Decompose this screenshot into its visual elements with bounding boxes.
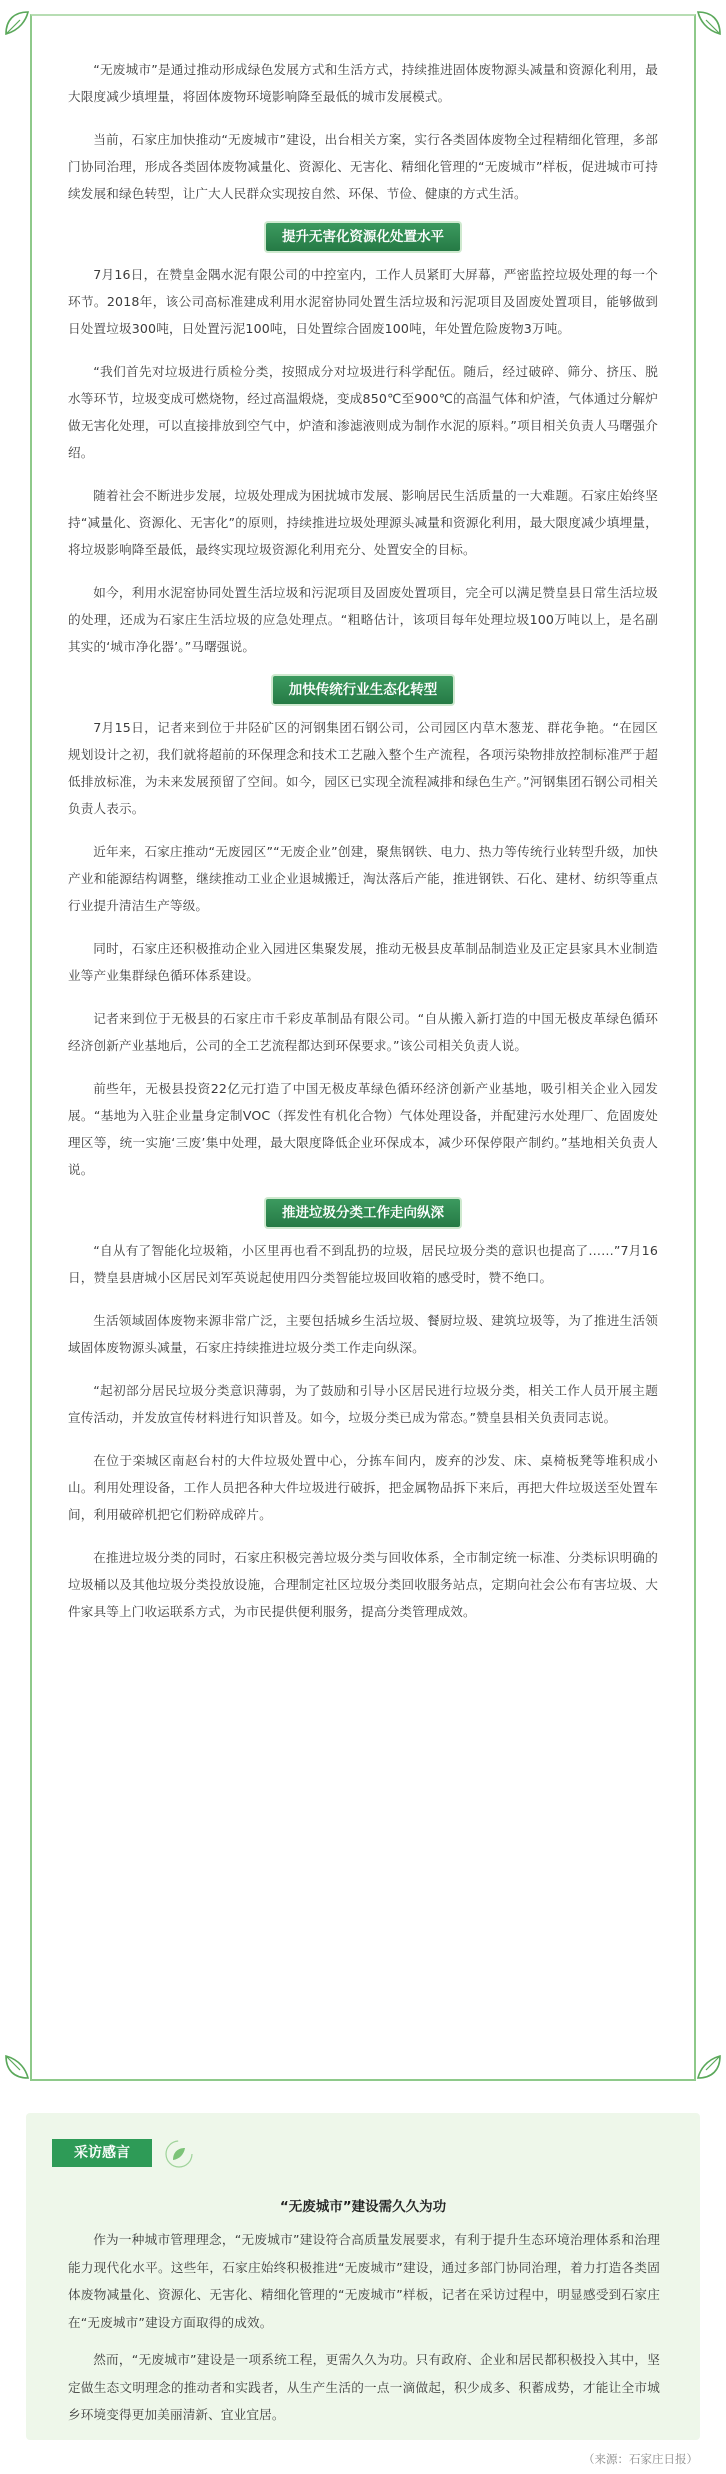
section-heading-wrap	[68, 676, 658, 704]
paragraph: 如今，利用水泥窑协同处置生活垃圾和污泥项目及固废处置项目，完全可以满足赞皇县日常生活垃圾的处理，还成为石家庄生活垃圾的应急处理点。“粗略估计，该项目每年处理垃圾100万吨以上，是名副其实的‘城市净化器’。”马曙强说。	[68, 585, 658, 654]
section-heading-wrap	[68, 1199, 658, 1227]
paragraph: “我们首先对垃圾进行质检分类，按照成分对垃圾进行科学配伍。随后，经过破碎、筛分、挤压、脱水等环节，垃圾变成可燃烧物，经过高温煅烧，变成850℃至900℃的高温气体和炉渣，气体通过分解炉做无害化处理，可以直接排放到空气中，炉渣和渗滤液则成为制作水泥的原料。”项目相关负责人马曙强介绍。	[68, 364, 658, 460]
paragraph: 前些年，无极县投资22亿元打造了中国无极皮革绿色循环经济创新产业基地，吸引相关企业入园发展。“基地为入驻企业量身定制VOC（挥发性有机化合物）气体处理设备，并配建污水处理厂、危固废处理区等，统一实施‘三废’集中处理，最大限度降低企业环保成本，减少环保停限产制约。”基地相关负责人说。	[68, 1081, 658, 1177]
paragraph: 在位于栾城区南赵台村的大件垃圾处置中心，分拣车间内，废弃的沙发、床、桌椅板凳等堆积成小山。利用处理设备，工作人员把各种大件垃圾进行破拆，把金属物品拆下来后，再把大件垃圾送至处置车间，利用破碎机把它们粉碎成碎片。	[68, 1453, 658, 1522]
paragraph: 7月15日，记者来到位于井陉矿区的河钢集团石钢公司，公司园区内草木葱茏、群花争艳。“在园区规划设计之初，我们就将超前的环保理念和技术工艺融入整个生产流程，各项污染物排放控制标准严于超低排放标准，为未来发展预留了空间。如今，园区已实现全流程减排和绿色生产。”河钢集团石钢公司相关负责人表示。	[68, 720, 658, 816]
section-heading: 推进垃圾分类工作走向纵深	[266, 1199, 460, 1227]
paragraph: 同时，石家庄还积极推动企业入园进区集聚发展，推动无极县皮革制品制造业及正定县家具木业制造业等产业集群绿色循环体系建设。	[68, 941, 658, 983]
leaf-icon	[164, 2139, 194, 2169]
interview-review-box	[26, 2113, 700, 2440]
leaf-corner-icon	[2, 8, 32, 38]
section-heading: 提升无害化资源化处置水平	[266, 223, 460, 251]
section-heading: 加快传统行业生态化转型	[273, 676, 454, 704]
paragraph: 随着社会不断进步发展，垃圾处理成为困扰城市发展、影响居民生活质量的一大难题。石家庄始终坚持“减量化、资源化、无害化”的原则，持续推进垃圾处理源头减量和资源化利用，最大限度减少填埋量，将垃圾影响降至最低，最终实现垃圾资源化利用充分、处置安全的目标。	[68, 488, 658, 557]
paragraph: 记者来到位于无极县的石家庄市千彩皮革制品有限公司。“自从搬入新打造的中国无极皮革绿色循环经济创新产业基地后，公司的全工艺流程都达到环保要求。”该公司相关负责人说。	[68, 1011, 658, 1053]
paragraph: 在推进垃圾分类的同时，石家庄积极完善垃圾分类与回收体系，全市制定统一标准、分类标识明确的垃圾桶以及其他垃圾分类投放设施，合理制定社区垃圾分类回收服务站点，定期向社会公布有害垃圾、大件家具等上门收运联系方式，为市民提供便利服务，提高分类管理成效。	[68, 1550, 658, 1619]
section-heading-wrap	[68, 223, 658, 251]
review-paragraph: 然而，“无废城市”建设是一项系统工程，更需久久为功。只有政府、企业和居民都积极投入其中，坚定做生态文明理念的推动者和实践者，从生产生活的一点一滴做起，积少成多、积蓄成势，才能让全市城乡环境变得更加美丽清新、宜业宜居。	[68, 2352, 660, 2422]
source-credit: （来源：石家庄日报）	[583, 2452, 698, 2466]
leaf-corner-icon	[694, 2052, 724, 2082]
intro-paragraph: 当前，石家庄加快推动“无废城市”建设，出台相关方案，实行各类固体废物全过程精细化管理，多部门协同治理，形成各类固体废物减量化、资源化、无害化、精细化管理的“无废城市”样板，促进城市可持续发展和绿色转型，让广大人民群众实现按自然、环保、节俭、健康的方式生活。	[68, 132, 658, 201]
paragraph: 7月16日，在赞皇金隅水泥有限公司的中控室内，工作人员紧盯大屏幕，严密监控垃圾处理的每一个环节。2018年，该公司高标准建成利用水泥窑协同处置生活垃圾和污泥项目及固废处置项目，能够做到日处置垃圾300吨，日处置污泥100吨，日处置综合固废100吨，年处置危险废物3万吨。	[68, 267, 658, 336]
review-title: “无废城市”建设需久久为功	[279, 2199, 447, 2215]
paragraph: 生活领域固体废物来源非常广泛，主要包括城乡生活垃圾、餐厨垃圾、建筑垃圾等，为了推进生活领域固体废物源头减量，石家庄持续推进垃圾分类工作走向纵深。	[68, 1313, 658, 1355]
paragraph: “起初部分居民垃圾分类意识薄弱，为了鼓励和引导小区居民进行垃圾分类，相关工作人员开展主题宣传活动，并发放宣传材料进行知识普及。如今，垃圾分类已成为常态。”赞皇县相关负责同志说。	[68, 1383, 658, 1425]
review-paragraph: 作为一种城市管理理念，“无废城市”建设符合高质量发展要求，有利于提升生态环境治理体系和治理能力现代化水平。这些年，石家庄始终积极推进“无废城市”建设，通过多部门协同治理，着力打造各类固体废物减量化、资源化、无害化、精细化管理的“无废城市”样板，记者在采访过程中，明显感受到石家庄在“无废城市”建设方面取得的成效。	[68, 2232, 660, 2330]
intro-paragraph: “无废城市”是通过推动形成绿色发展方式和生活方式，持续推进固体废物源头减量和资源化利用，最大限度减少填埋量，将固体废物环境影响降至最低的城市发展模式。	[68, 62, 658, 104]
article-body	[68, 56, 658, 1641]
review-badge: 采访感言	[52, 2139, 152, 2167]
review-body	[68, 2226, 660, 2439]
leaf-corner-icon	[2, 2052, 32, 2082]
paragraph: 近年来，石家庄推动“无废园区”“无废企业”创建，聚焦钢铁、电力、热力等传统行业转型升级，加快产业和能源结构调整，继续推动工业企业退城搬迁，淘汰落后产能，推进钢铁、石化、建材、纺织等重点行业提升清洁生产等级。	[68, 844, 658, 913]
paragraph: “自从有了智能化垃圾箱，小区里再也看不到乱扔的垃圾，居民垃圾分类的意识也提高了……”7月16日，赞皇县唐城小区居民刘军英说起使用四分类智能垃圾回收箱的感受时，赞不绝口。	[68, 1243, 658, 1285]
leaf-corner-icon	[694, 8, 724, 38]
